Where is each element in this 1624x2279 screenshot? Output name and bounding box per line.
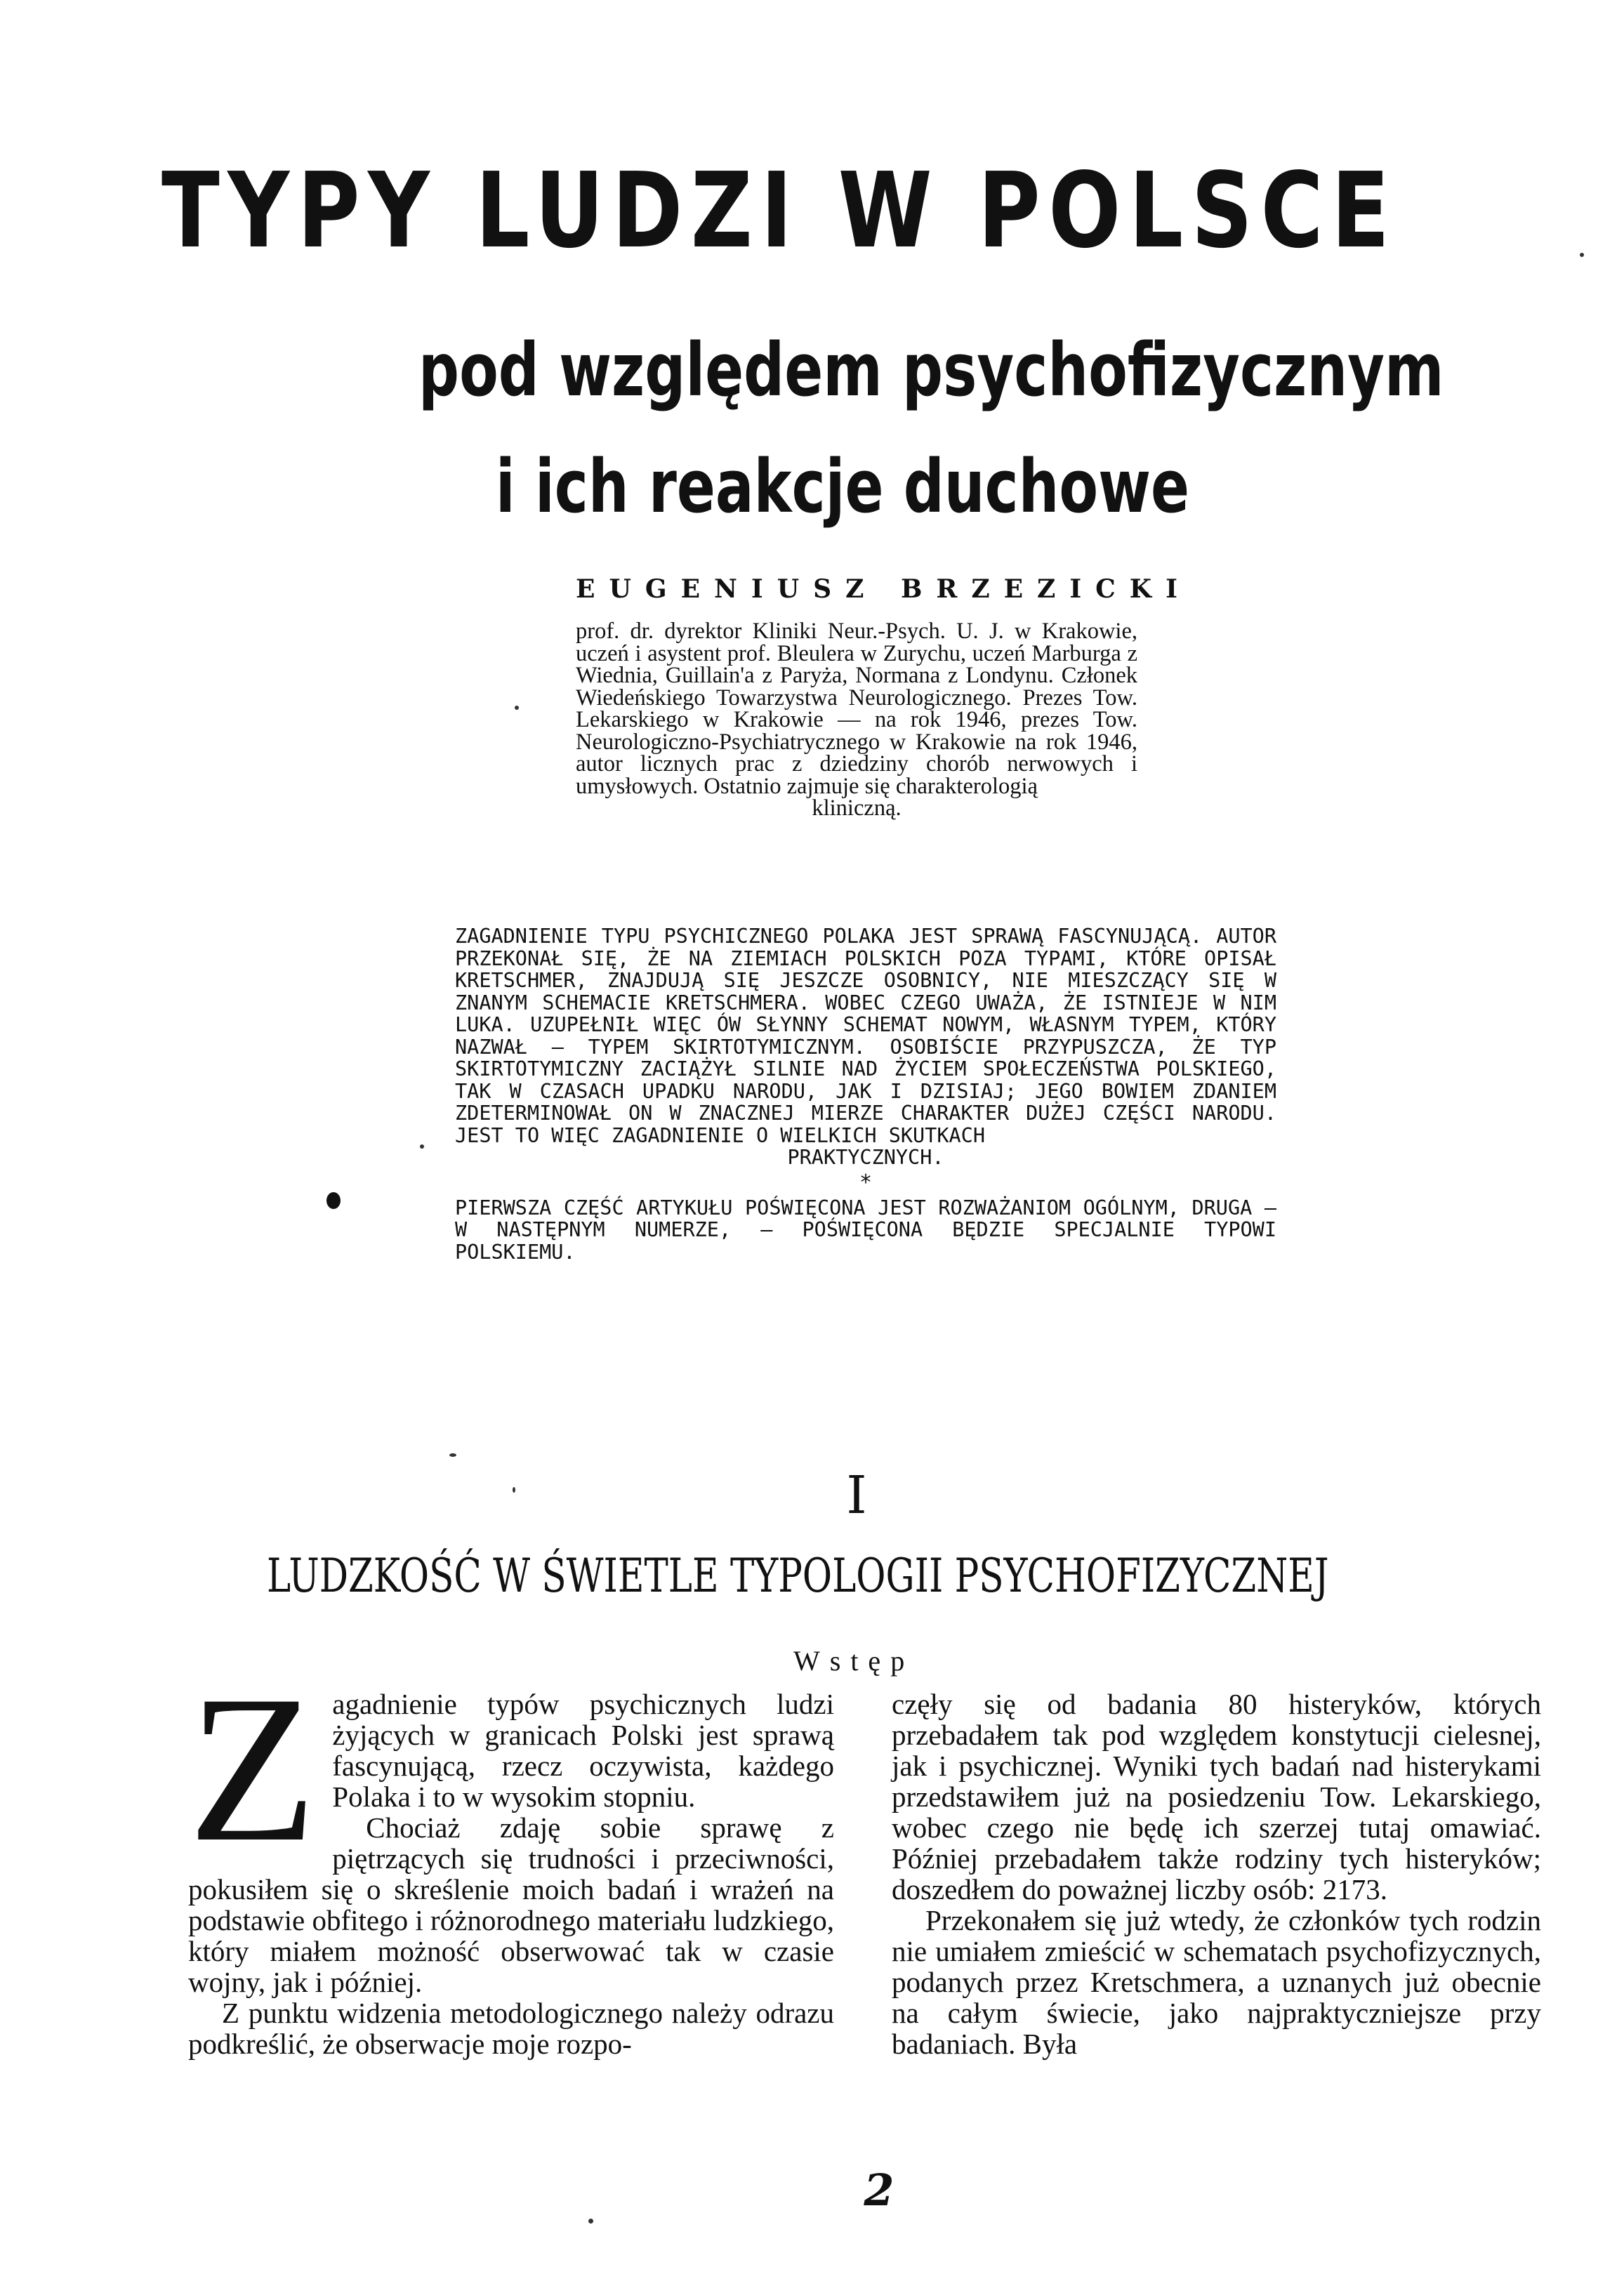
abstract-paragraph-1 bbox=[455, 925, 1276, 1169]
abstract-paragraph-2: PIERWSZA CZĘŚĆ ARTYKUŁU POŚWIĘCONA JEST ROZWAŻANIOM OGÓLNYM, DRUGA — W NASTĘPNYM NUMERZE, — POŚWIĘCONA BĘDZIE SPECJALNIE TYPOWI POLSKIEMU. bbox=[455, 1196, 1276, 1264]
abstract-paragraph-1-end: PRAKTYCZNYCH. bbox=[787, 1146, 944, 1169]
article-subtitle-line1: pod względem psychofizycznym bbox=[418, 327, 1444, 413]
paragraph-1-text: agadnienie typów psychicznych ludzi żyjących w granicach Polski jest sprawą fascynującą, rzecz oczywista, każdego Polaka i to w wysokim stopniu. bbox=[332, 1688, 834, 1813]
paragraph-4: częły się od badania 80 histeryków, których przebadałem tak pod względem konstytucji cielesnej, jak i psychicznej. Wyniki tych badań nad histerykami przedstawiłem już na posiedzeniu Tow. Lekarskiego, wobec czego nie będę ich szerzej tutaj omawiać. Później przebadałem także rodziny tych histeryków; doszedłem do poważnej liczby osób: 2173. bbox=[892, 1688, 1541, 1905]
author-bio bbox=[576, 621, 1137, 820]
section-title: LUDZKOŚĆ W ŚWIETLE TYPOLOGII PSYCHOFIZYCZNEJ bbox=[267, 1549, 1329, 1603]
abstract-paragraph-1-text: ZAGADNIENIE TYPU PSYCHICZNEGO POLAKA JEST SPRAWĄ FASCYNUJĄCĄ. AUTOR PRZEKONAŁ SIĘ, ŻE NA ZIEMIACH POLSKICH POZA TYPAMI, KTÓRE OPISAŁ KRETSCHMER, ZNAJDUJĄ SIĘ JESZCZE OSOBNICY, NIE MIESZCZĄCY SIĘ W ZNANYM SCHEMACIE KRETSCHMERA. WOBEC CZEGO UWAŻA, ŻE ISTNIEJE W NIM LUKA. UZUPEŁNIŁ WIĘC ÓW SŁYNNY SCHEMAT NOWYM, WŁASNYM TYPEM, KTÓRY NAZWAŁ — TYPEM SKIRTOTYMICZNYM. OSOBIŚCIE PRZYPUSZCZA, ŻE TYP SKIRTOTYMICZNY ZACIĄŻYŁ SILNIE NAD ŻYCIEM SPOŁECZEŃSTWA POLSKIEGO, TAK W CZASACH UPADKU NARODU, JAK I DZISIAJ; JEGO BOWIEM ZDANIEM ZDETERMINOWAŁ ON W ZNACZNEJ MIERZE CHARAKTER DUŻEJ CZĘŚCI NARODU. JEST TO WIĘC ZAGADNIENIE O WIELKICH SKUTKACH bbox=[455, 925, 1276, 1147]
article-subtitle-line2: i ich reakcje duchowe bbox=[495, 444, 1190, 529]
scan-speck bbox=[513, 1487, 515, 1493]
scan-speck bbox=[515, 706, 519, 710]
abstract-block bbox=[455, 925, 1276, 1263]
author-bio-end: kliniczną. bbox=[812, 795, 902, 821]
scan-speck bbox=[588, 2219, 593, 2224]
drop-cap: Z bbox=[188, 1652, 317, 1885]
scan-speck bbox=[449, 1453, 456, 1457]
article-title: TYPY LUDZI W POLSCE bbox=[161, 150, 1398, 271]
paragraph-5: Przekonałem się już wtedy, że członków tych rodzin nie umiałem zmieścić w schematach psychofizycznych, podanych przez Kretschmera, a uznanych już obecnie na całym świecie, jako najpraktyczniejsze przy badaniach. Była bbox=[892, 1904, 1541, 2060]
asterisk-separator: * bbox=[859, 1170, 873, 1195]
paragraph-2: Chociaż zdaję sobie sprawę z piętrzących się trudności i przeciwności, pokusiłem się o skreślenie moich badań i wrażeń na podstawie obfitego i różnorodnego materiału ludzkiego, który miałem możność obserwować tak w czasie wojny, jak i później. bbox=[188, 1811, 834, 1998]
scan-speck bbox=[1580, 253, 1584, 257]
body-column-left bbox=[188, 1652, 834, 2060]
body-column-right bbox=[892, 1689, 1541, 2059]
page-number: 2 bbox=[864, 2165, 894, 2216]
part-number: I bbox=[846, 1465, 867, 1526]
author-name: EUGENIUSZ BRZEZICKI bbox=[576, 574, 1191, 604]
author-bio-text: prof. dr. dyrektor Kliniki Neur.-Psych. U. J. w Krakowie, uczeń i asystent prof. Bleulera w Zurychu, uczeń Marburga z Wiednia, Guillain'a z Paryża, Normana z Londynu. Członek Wiedeńskiego Towarzystwa Neurologicznego. Prezes Tow. Lekarskiego w Krakowie — na rok 1946, prezes Tow. Neurologiczno-Psychiatrycznego w Krakowie na rok 1946, autor licznych prac z dziedziny chorób nerwowych i umysłowych. Ostatnio zajmuje się charakterologią bbox=[576, 619, 1137, 799]
paragraph-1 bbox=[188, 1652, 834, 1885]
introduction-heading: Wstęp bbox=[793, 1645, 915, 1677]
scan-speck bbox=[420, 1144, 424, 1149]
margin-bullet-mark bbox=[326, 1192, 341, 1209]
paragraph-3: Z punktu widzenia metodologicznego należy odrazu podkreślić, że obserwacje moje rozpo- bbox=[188, 1997, 834, 2060]
